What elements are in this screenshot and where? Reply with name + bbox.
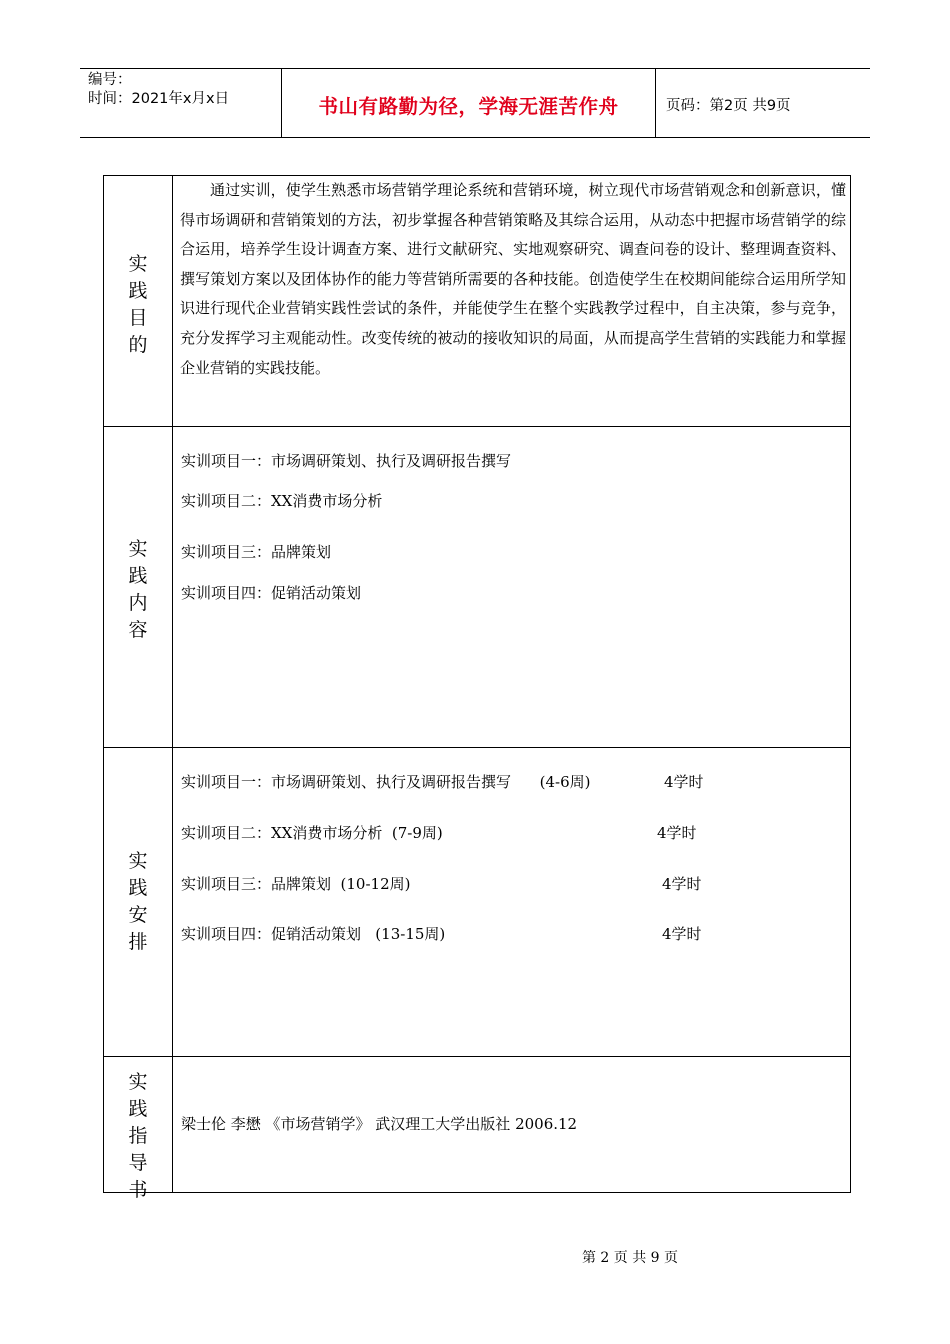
row-label-char: 排 (128, 931, 148, 953)
schedule-item-name: 实训项目一：市场调研策划、执行及调研报告撰写 (4-6周) (181, 773, 591, 791)
schedule-item-hours: 4学时 (662, 875, 702, 893)
row-label-text (104, 536, 172, 644)
schedule-item-hours: 4学时 (657, 824, 697, 842)
content-item: 实训项目四：促销活动策划 (181, 584, 362, 602)
schedule-item-name: 实训项目三：品牌策划 (10-12周) (181, 875, 411, 893)
row-label-char: 容 (128, 619, 148, 641)
content-item: 实训项目三：品牌策划 (181, 543, 332, 561)
guide-reference: 梁士伦 李懋 《市场营销学》 武汉理工大学出版社 2006.12 (181, 1115, 578, 1133)
row-label-char: 实 (128, 538, 148, 560)
schedule-item-hours: 4学时 (664, 773, 704, 791)
schedule-item-name: 实训项目四：促销活动策划 (13-15周) (181, 925, 446, 943)
page-header (80, 68, 870, 138)
row-label-char: 实 (128, 1071, 148, 1093)
row-label-text (104, 1069, 172, 1204)
row-label-char: 践 (128, 565, 148, 587)
row-label-text (104, 848, 172, 956)
header-page-info: 页码：第2页 共9页 (666, 98, 791, 114)
practice-table (103, 175, 851, 1201)
table-row-divider (104, 426, 850, 427)
header-meta (88, 71, 278, 109)
row-label-char: 内 (128, 592, 148, 614)
row-label-char: 导 (128, 1152, 148, 1174)
row-label-purpose (104, 251, 172, 359)
page-footer: 第 2 页 共 9 页 (581, 1250, 679, 1266)
row-label-char: 实 (128, 253, 148, 275)
row-label-char: 践 (128, 1098, 148, 1120)
row-label-content (104, 536, 172, 644)
content-item: 实训项目二：XX消费市场分析 (181, 492, 383, 510)
row-label-char: 目 (128, 307, 148, 329)
row-label-schedule (104, 848, 172, 956)
document-number-label: 编号： (88, 72, 132, 88)
header-divider (655, 69, 656, 137)
row-label-char: 践 (128, 280, 148, 302)
row-label-char: 书 (128, 1179, 148, 1201)
table-column-divider (172, 176, 173, 1192)
schedule-item-hours: 4学时 (662, 925, 702, 943)
row-label-char: 践 (128, 877, 148, 899)
table-row-divider (104, 1056, 850, 1057)
row-label-char: 安 (128, 904, 148, 926)
document-time-label: 时间：2021年x月x日 (88, 91, 230, 107)
content-item: 实训项目一：市场调研策划、执行及调研报告撰写 (181, 452, 512, 470)
row-label-text (104, 251, 172, 359)
row-label-char: 的 (128, 334, 148, 356)
purpose-paragraph: 通过实训，使学生熟悉市场营销学理论系统和营销环境，树立现代市场营销观念和创新意识，懂得市场调研和营销策划的方法，初步掌握各种营销策略及其综合运用，从动态中把握市场营销学的综合运用，培养学生设计调查方案、进行文献研究、实地观察研究、调查问卷的设计、整理调查资料、撰写策划方案以及团体协作的能力等营销所需要的各种技能。创造使学生在校期间能综合运用所学知识进行现代企业营销实践性尝试的条件，并能使学生在整个实践教学过程中，自主决策，参与竞争，充分发挥学习主观能动性。改变传统的被动的接收知识的局面，从而提高学生营销的实践能力和掌握企业营销的实践技能。 (180, 181, 846, 377)
table-row-divider (104, 747, 850, 748)
schedule-item-name: 实训项目二：XX消费市场分析 (7-9周) (181, 824, 443, 842)
row-label-char: 实 (128, 850, 148, 872)
row-label-guide (104, 1069, 172, 1204)
header-motto: 书山有路勤为径，学海无涯苦作舟 (318, 95, 619, 118)
row-label-char: 指 (128, 1125, 148, 1147)
